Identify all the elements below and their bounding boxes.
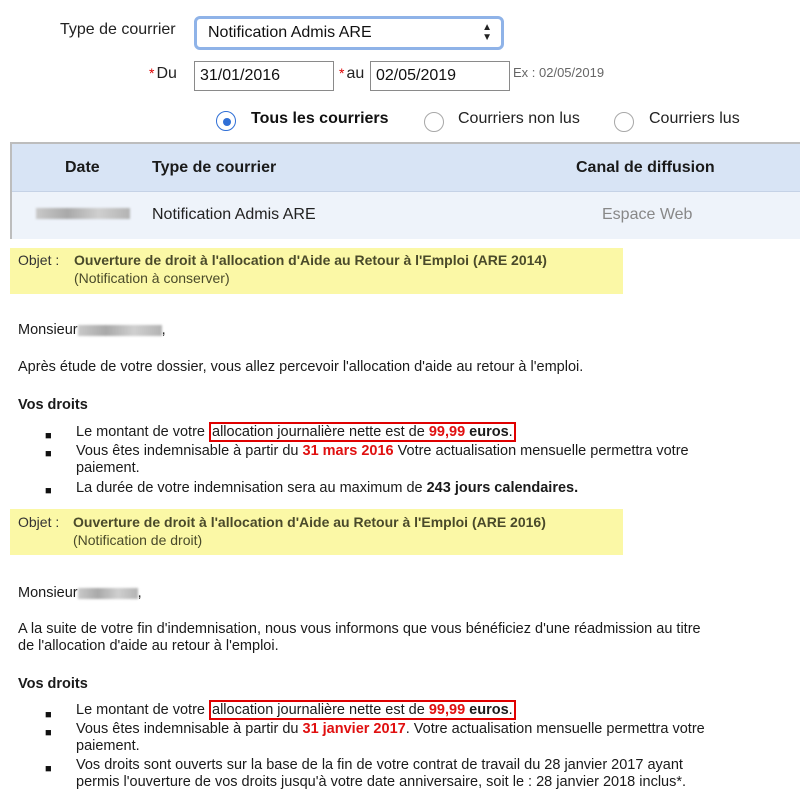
l2-item-base-line1: Vos droits sont ouverts sur la base de la fin de votre contrat de travail du 28 janvier 2017 ayant — [76, 757, 683, 773]
courriers-table — [10, 142, 800, 239]
l1-b1-pre: Le montant de votre — [76, 424, 209, 440]
bullet-2-2: ■ — [45, 727, 52, 739]
objet-key-2: Objet : — [18, 514, 60, 530]
l2-b1-box: allocation journalière nette est de — [212, 702, 429, 718]
from-date-label — [149, 65, 177, 83]
type-courrier-label: Type de courrier — [60, 21, 176, 38]
l2-amount: 99,99 — [428, 702, 466, 718]
header-type[interactable]: Type de courrier — [152, 159, 277, 176]
row-canal: Espace Web — [602, 206, 693, 223]
type-courrier-value: Notification Admis ARE — [208, 24, 372, 41]
greeting-1-text: Monsieur — [18, 322, 78, 338]
l2-item-base-line2: permis l'ouverture de vos droits jusqu'à votre date anniversaire, soit le : 28 janvier 2018 inclus*. — [76, 774, 687, 790]
redacted-name-2 — [78, 588, 138, 599]
radio-courriers-non-lus[interactable] — [424, 112, 444, 132]
l1-highlight-box — [209, 422, 516, 442]
intro-1: Après étude de votre dossier, vous allez percevoir l'allocation d'aide au retour à l'emploi. — [18, 359, 584, 375]
row-type[interactable]: Notification Admis ARE — [152, 206, 316, 223]
objet-banner-2 — [10, 509, 623, 555]
intro-2-line2: de l'allocation d'aide au retour à l'emploi. — [18, 638, 279, 654]
bullet-1-2: ■ — [45, 448, 52, 460]
greeting-2-text: Monsieur — [18, 585, 78, 601]
from-date-input[interactable]: 31/01/2016 — [194, 61, 334, 91]
to-date-label — [339, 65, 364, 83]
l2-b1-end: . — [508, 702, 513, 718]
l2-b1-pre: Le montant de votre — [76, 702, 209, 718]
redacted-date — [36, 208, 130, 219]
bullet-2-1: ■ — [45, 709, 52, 721]
rights-title-1: Vos droits — [18, 397, 88, 413]
l2-item-date — [76, 721, 786, 738]
l1-item-date-cont: paiement. — [76, 460, 140, 476]
objet-title-2: Ouverture de droit à l'allocation d'Aide au Retour à l'Emploi (ARE 2016) — [73, 514, 546, 530]
l1-b2-post: Votre actualisation mensuelle permettra votre — [393, 443, 689, 459]
objet-key-1: Objet : — [18, 252, 60, 268]
objet-title-1: Ouverture de droit à l'allocation d'Aide au Retour à l'Emploi (ARE 2014) — [74, 252, 547, 268]
greeting-2 — [18, 584, 142, 602]
bullet-2-3: ■ — [45, 763, 52, 775]
select-arrows-icon: ▲ ▼ — [482, 22, 492, 43]
l2-b2-pre: Vous êtes indemnisable à partir du — [76, 721, 303, 737]
date-hint: Ex : 02/05/2019 — [513, 65, 605, 80]
radio-label-non-lus[interactable]: Courriers non lus — [458, 110, 580, 127]
objet-subtitle-1: (Notification à conserver) — [74, 270, 230, 286]
redacted-name-1 — [78, 325, 162, 336]
to-date-label-text: au — [346, 65, 365, 82]
l1-b1-end: . — [508, 424, 513, 440]
radio-label-lus[interactable]: Courriers lus — [649, 110, 740, 127]
header-canal[interactable]: Canal de diffusion — [576, 159, 715, 176]
l2-unit: euros — [465, 702, 509, 718]
required-marker: * — [149, 65, 155, 81]
greeting-1 — [18, 321, 166, 339]
l1-b3-pre: La durée de votre indemnisation sera au maximum de — [76, 480, 427, 496]
greeting-2-end: , — [137, 585, 142, 601]
bullet-1-1: ■ — [45, 430, 52, 442]
radio-tous-les-courriers[interactable] — [216, 111, 236, 131]
l1-item-date — [76, 443, 786, 460]
radio-courriers-lus[interactable] — [614, 112, 634, 132]
l2-item-date-cont: paiement. — [76, 738, 140, 754]
l2-start-date: 31 janvier 2017 — [302, 721, 406, 737]
type-courrier-select[interactable] — [194, 16, 504, 50]
l2-item-montant — [76, 702, 516, 719]
to-date-input[interactable]: 02/05/2019 — [370, 61, 510, 91]
l1-b1-box: allocation journalière nette est de — [212, 424, 429, 440]
l1-item-duree — [76, 480, 578, 497]
l2-highlight-box — [209, 700, 516, 720]
required-marker-2: * — [339, 65, 345, 81]
l1-item-montant — [76, 424, 516, 441]
l1-start-date: 31 mars 2016 — [302, 443, 394, 459]
objet-banner-1 — [10, 248, 623, 294]
l1-duration: 243 jours calendaires. — [426, 480, 579, 496]
header-date[interactable]: Date — [65, 159, 100, 176]
bullet-1-3: ■ — [45, 485, 52, 497]
l1-amount: 99,99 — [428, 424, 466, 440]
greeting-1-end: , — [161, 322, 166, 338]
rights-title-2: Vos droits — [18, 676, 88, 692]
l2-b2-post: . Votre actualisation mensuelle permettra votre — [405, 721, 705, 737]
objet-subtitle-2: (Notification de droit) — [73, 532, 203, 548]
radio-label-tous[interactable]: Tous les courriers — [251, 110, 389, 127]
from-date-label-text: Du — [156, 65, 177, 82]
l1-unit: euros — [465, 424, 509, 440]
intro-2-line1: A la suite de votre fin d'indemnisation, nous vous informons que vous bénéficiez d'une réadmission au titre — [18, 621, 701, 637]
l1-b2-pre: Vous êtes indemnisable à partir du — [76, 443, 303, 459]
